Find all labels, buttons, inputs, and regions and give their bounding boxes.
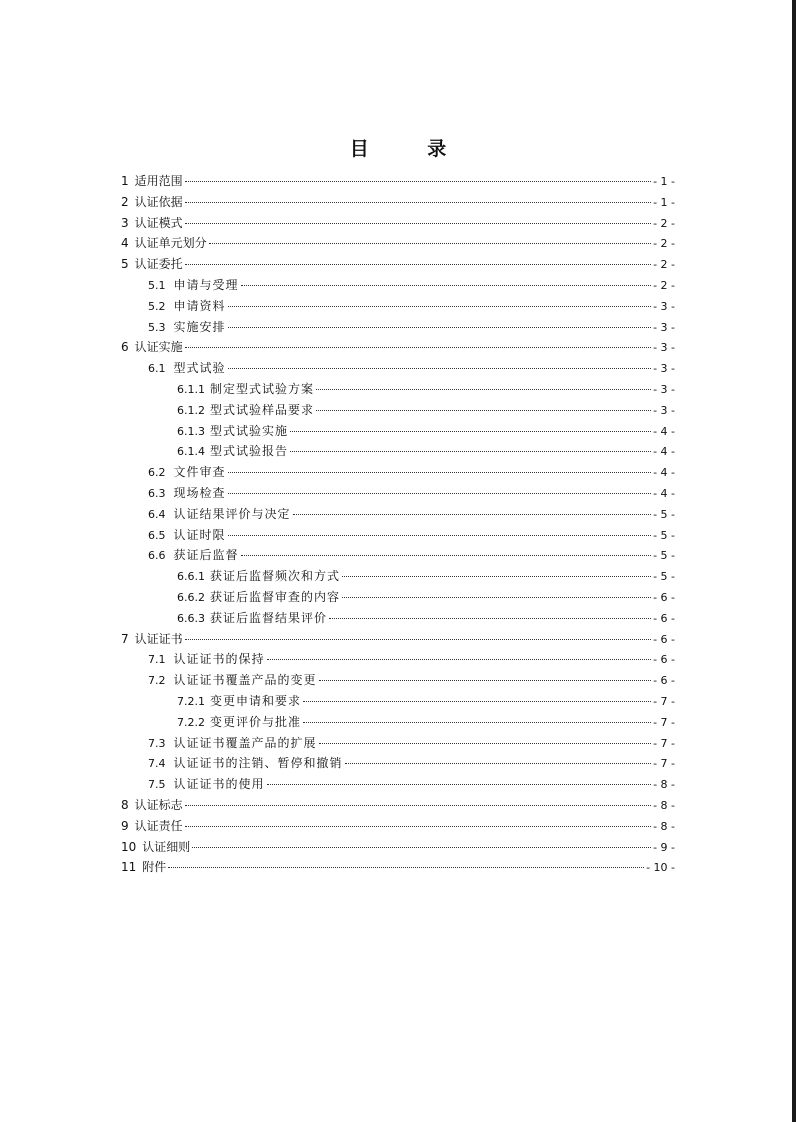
toc-entry-number: 7.2.2 (177, 715, 205, 729)
toc-entry-page: - 8 - (653, 819, 675, 833)
toc-dot-leader (228, 471, 652, 473)
toc-entry[interactable] (177, 566, 675, 587)
page-edge (792, 0, 796, 1122)
toc-entry-page: - 5 - (653, 528, 675, 542)
toc-dot-leader (293, 513, 652, 515)
toc-entry-number: 6.1.3 (177, 424, 205, 438)
toc-dot-leader (228, 326, 652, 328)
toc-entry-title: 认证时限 (173, 527, 226, 542)
toc-entry-number: 8 (121, 798, 129, 812)
toc-entry[interactable] (148, 483, 675, 504)
toc-entry-number: 6.5 (148, 528, 166, 542)
toc-entry-title: 认证委托 (134, 257, 183, 272)
toc-entry[interactable] (177, 441, 675, 462)
toc-entry-number: 6.1.4 (177, 445, 205, 459)
toc-entry-title: 认证证书覆盖产品的变更 (173, 673, 317, 688)
toc-entry-number: 11 (121, 860, 137, 875)
toc-dot-leader (185, 804, 651, 806)
toc-entry[interactable] (121, 837, 675, 858)
toc-entry-title: 获证后监督频次和方式 (210, 569, 341, 584)
toc-entry-title: 认证责任 (134, 818, 183, 833)
toc-entry-page: - 2 - (653, 258, 675, 272)
toc-entry-title: 申请资料 (173, 298, 226, 313)
toc-dot-leader (185, 825, 651, 827)
toc-entry-number: 9 (121, 818, 129, 833)
toc-dot-leader (228, 534, 652, 536)
toc-entry-number: 7 (121, 631, 129, 646)
toc-entry-page: - 5 - (653, 570, 675, 584)
toc-entry-title: 制定型式试验方案 (210, 382, 315, 396)
toc-entry-number: 5.3 (148, 320, 166, 334)
toc-entry[interactable] (121, 857, 675, 878)
toc-entry-page: - 10 - (646, 861, 675, 875)
toc-dot-leader (185, 180, 651, 182)
toc-entry-page: - 4 - (653, 445, 675, 459)
toc-entry-number: 4 (121, 236, 129, 251)
toc-entry-title: 认证证书的使用 (173, 777, 265, 792)
toc-entry-title: 认证细则 (142, 839, 191, 854)
toc-dot-leader (241, 554, 652, 556)
toc-dot-leader (303, 721, 651, 723)
toc-entry-title: 认证证书 (134, 631, 183, 646)
toc-entry-number: 7.3 (148, 736, 166, 750)
toc-dot-leader (168, 866, 644, 868)
toc-entry[interactable] (121, 213, 675, 234)
toc-entry-title: 附件 (142, 860, 167, 875)
toc-entry-number: 7.2.1 (177, 695, 205, 708)
toc-entry-page: - 3 - (653, 299, 675, 313)
toc-entry-page: - 4 - (653, 424, 675, 438)
toc-dot-leader (345, 762, 652, 764)
toc-entry-page: - 3 - (653, 403, 675, 417)
toc-entry-number: 2 (121, 194, 129, 209)
toc-entry-number: 6.3 (148, 487, 166, 500)
toc-entry-title: 变更申请和要求 (210, 694, 302, 708)
toc-dot-leader (303, 700, 651, 702)
toc-dot-leader (329, 617, 651, 619)
toc-entry-number: 6.1.2 (177, 403, 205, 417)
toc-entry-page: - 7 - (653, 695, 675, 708)
toc-entry-number: 7.2 (148, 674, 166, 688)
toc-entry-page: - 1 - (653, 195, 675, 209)
toc-entry-page: - 2 - (653, 216, 675, 230)
toc-dot-leader (185, 222, 651, 224)
toc-entry-page: - 7 - (653, 736, 675, 750)
toc-entry-number: 6.6.1 (177, 570, 205, 584)
toc-dot-leader (342, 575, 651, 577)
toc-entry[interactable] (148, 545, 675, 566)
toc-entry[interactable] (148, 525, 675, 546)
toc-entry-page: - 4 - (653, 487, 675, 500)
toc-entry-title: 型式试验实施 (210, 423, 289, 438)
toc-entry[interactable] (121, 629, 675, 650)
toc-dot-leader (290, 450, 651, 452)
toc-entry-title: 适用范围 (134, 174, 183, 188)
toc-entry-title: 认证证书覆盖产品的扩展 (173, 735, 317, 750)
toc-entry[interactable] (177, 379, 675, 400)
toc-entry-title: 认证模式 (134, 215, 183, 230)
toc-entry[interactable] (121, 171, 675, 192)
toc-entry-page: - 5 - (653, 549, 675, 563)
toc-entry-title: 现场检查 (173, 486, 226, 500)
toc-dot-leader (267, 783, 652, 785)
toc-entry-page: - 3 - (653, 341, 675, 355)
toc-dot-leader (316, 409, 651, 411)
toc-entry[interactable] (148, 275, 675, 296)
toc-entry-title: 认证证书的注销、暂停和撤销 (173, 756, 343, 771)
toc-entry[interactable] (148, 774, 675, 795)
toc-title: 目 录 (349, 138, 473, 160)
toc-entry[interactable] (121, 337, 675, 358)
toc-entry[interactable] (148, 670, 675, 691)
toc-dot-leader (185, 201, 651, 203)
toc-entry-title: 认证证书的保持 (173, 652, 265, 667)
toc-entry-number: 5.2 (148, 299, 166, 313)
toc-entry-title: 文件审查 (173, 465, 226, 480)
toc-entry[interactable] (148, 296, 675, 317)
toc-dot-leader (316, 388, 651, 390)
toc-entry[interactable] (148, 733, 675, 754)
toc-entry-page: - 7 - (653, 715, 675, 729)
toc-dot-leader (185, 346, 651, 348)
toc-entry-title: 认证结果评价与决定 (173, 506, 291, 521)
toc-entry[interactable] (177, 400, 675, 421)
toc-dot-leader (290, 430, 651, 432)
toc-dot-leader (319, 742, 652, 744)
toc-entry[interactable] (148, 462, 675, 483)
toc-entry-number: 7.5 (148, 778, 166, 792)
toc-entry-page: - 9 - (653, 840, 675, 854)
toc-entry-page: - 7 - (653, 757, 675, 771)
toc-entry-number: 6.6.2 (177, 591, 205, 604)
toc-dot-leader (228, 367, 652, 369)
toc-entry-page: - 6 - (653, 591, 675, 604)
toc-entry-number: 10 (121, 839, 137, 854)
toc-entry[interactable] (148, 317, 675, 338)
toc-entry-number: 7.4 (148, 757, 166, 771)
toc-entry-page: - 8 - (653, 778, 675, 792)
toc-dot-leader (185, 638, 651, 640)
toc-entry[interactable] (121, 795, 675, 816)
toc-entry[interactable] (177, 691, 675, 712)
toc-entry-page: - 3 - (653, 362, 675, 376)
toc-entry-title: 认证依据 (134, 194, 183, 209)
toc-entry-title: 认证标志 (134, 798, 183, 812)
toc-entry-title: 型式试验报告 (210, 444, 289, 459)
toc-dot-leader (228, 305, 652, 307)
toc-dot-leader (342, 596, 651, 598)
toc-dot-leader (185, 263, 651, 265)
toc-entry[interactable] (177, 587, 675, 608)
toc-entry-title: 获证后监督审查的内容 (210, 590, 341, 604)
toc-entry-page: - 3 - (653, 320, 675, 334)
toc-entry-number: 1 (121, 174, 129, 188)
toc-entry-number: 6.1.1 (177, 383, 205, 396)
toc-entry-number: 6.2 (148, 466, 166, 480)
toc-entry-title: 认证实施 (134, 340, 183, 355)
toc-entry-page: - 8 - (653, 799, 675, 812)
toc-entry-title: 型式试验 (173, 361, 226, 376)
toc-entry[interactable] (121, 233, 675, 254)
toc-entry-title: 实施安排 (173, 319, 226, 334)
toc-entry[interactable] (177, 421, 675, 442)
toc-entry[interactable] (121, 254, 675, 275)
toc-entry-page: - 6 - (653, 653, 675, 667)
toc-entry-page: - 6 - (653, 674, 675, 688)
toc-entry-number: 6.6.3 (177, 611, 205, 625)
toc-entry-page: - 6 - (653, 611, 675, 625)
toc-entry-number: 5 (121, 257, 129, 272)
toc-entry-title: 申请与受理 (173, 278, 239, 292)
toc-entry-number: 3 (121, 215, 129, 230)
toc-entry[interactable] (148, 504, 675, 525)
toc-entry[interactable] (121, 192, 675, 213)
toc-entry[interactable] (177, 712, 675, 733)
toc-dot-leader (192, 846, 651, 848)
toc-entry[interactable] (148, 753, 675, 774)
toc-entry-number: 7.1 (148, 653, 166, 667)
toc-entry-number: 6 (121, 340, 129, 355)
toc-entry[interactable] (177, 608, 675, 629)
toc-entry[interactable] (148, 358, 675, 379)
toc-entry[interactable] (121, 816, 675, 837)
toc-entry-title: 获证后监督结果评价 (210, 610, 328, 625)
toc-entry-title: 获证后监督 (173, 548, 239, 563)
toc-dot-leader (228, 492, 652, 494)
toc-dot-leader (267, 658, 652, 660)
toc-entry-number: 6.4 (148, 507, 166, 521)
toc-entry-page: - 1 - (653, 175, 675, 188)
toc-dot-leader (241, 284, 652, 286)
toc-entry-number: 5.1 (148, 279, 166, 292)
toc-entry-title: 认证单元划分 (134, 236, 207, 251)
toc-dot-leader (319, 679, 652, 681)
toc-entry-page: - 5 - (653, 507, 675, 521)
toc-entry-number: 6.6 (148, 549, 166, 563)
toc-entry-page: - 4 - (653, 466, 675, 480)
toc-entry-title: 变更评价与批准 (210, 714, 302, 729)
toc-entry-page: - 2 - (653, 279, 675, 292)
toc-entry-number: 6.1 (148, 362, 166, 376)
toc-dot-leader (209, 242, 651, 244)
toc-entry[interactable] (148, 649, 675, 670)
toc-entry-title: 型式试验样品要求 (210, 402, 315, 417)
toc-entry-page: - 2 - (653, 237, 675, 251)
toc-entry-page: - 6 - (653, 632, 675, 646)
toc-entry-page: - 3 - (653, 383, 675, 396)
